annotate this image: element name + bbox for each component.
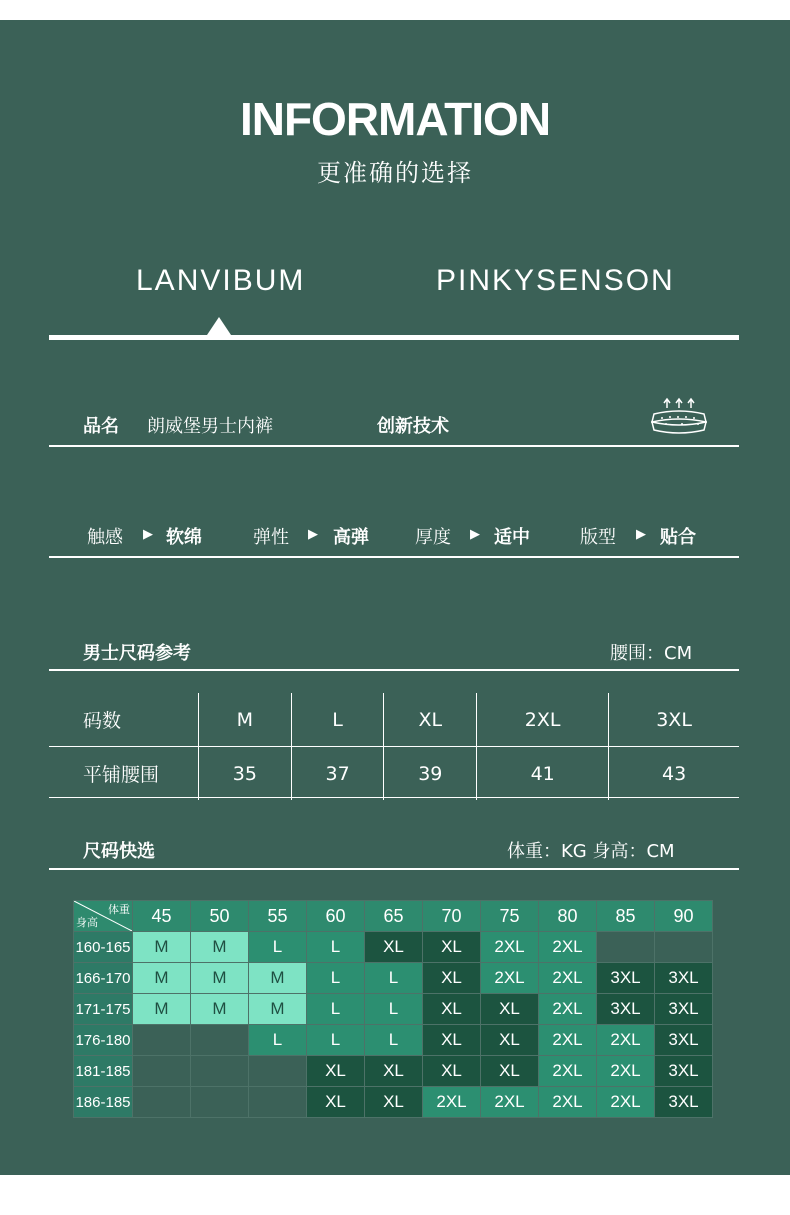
attr-fit-value: 贴合 — [660, 527, 696, 548]
table-cell: 39 — [384, 747, 477, 801]
attr-elastic-label: 弹性 — [253, 527, 289, 548]
brand-selector-indicator-icon — [207, 317, 231, 335]
quick-select-unit: 体重：KG 身高：CM — [507, 841, 675, 862]
table-cell: 码数 — [49, 693, 199, 747]
size-cell: M — [191, 932, 249, 963]
table-cell: 41 — [477, 747, 609, 801]
size-cell: XL — [365, 1087, 423, 1118]
table-row — [74, 994, 713, 1025]
table-cell: 37 — [291, 747, 384, 801]
size-quick-select-grid — [73, 900, 713, 1118]
triangle-right-icon: ▶ — [308, 527, 318, 542]
size-cell: 2XL — [597, 1056, 655, 1087]
size-cell: L — [249, 932, 307, 963]
brand-lanvibum[interactable]: LANVIBUM — [136, 264, 306, 297]
triangle-right-icon: ▶ — [636, 527, 646, 542]
table-row — [49, 693, 739, 747]
size-ref-unit: 腰围：CM — [610, 643, 693, 664]
table-cell: 35 — [199, 747, 292, 801]
weight-header: 50 — [191, 901, 249, 932]
size-cell: L — [307, 932, 365, 963]
table-row — [74, 932, 713, 963]
height-header: 186-185 — [74, 1087, 133, 1118]
size-cell — [133, 1056, 191, 1087]
size-cell: XL — [423, 1056, 481, 1087]
size-cell: M — [133, 963, 191, 994]
size-cell: 3XL — [597, 963, 655, 994]
size-table-bottom-line — [49, 797, 739, 798]
size-cell: 2XL — [481, 963, 539, 994]
size-cell: XL — [365, 932, 423, 963]
attr-touch-value: 软绵 — [166, 527, 202, 548]
size-cell: 3XL — [655, 1025, 713, 1056]
weight-header: 70 — [423, 901, 481, 932]
size-cell — [191, 1056, 249, 1087]
triangle-right-icon: ▶ — [143, 527, 153, 542]
size-cell: 2XL — [539, 963, 597, 994]
size-cell: 2XL — [539, 994, 597, 1025]
size-cell: L — [249, 1025, 307, 1056]
height-header: 160-165 — [74, 932, 133, 963]
size-cell — [655, 932, 713, 963]
size-cell: 2XL — [539, 1087, 597, 1118]
size-cell: M — [249, 963, 307, 994]
attr-thickness-value: 适中 — [494, 527, 530, 548]
size-cell: L — [365, 994, 423, 1025]
size-cell: M — [133, 932, 191, 963]
weight-header: 65 — [365, 901, 423, 932]
size-cell: L — [307, 994, 365, 1025]
table-cell: 平铺腰围 — [83, 764, 160, 786]
size-cell: 2XL — [539, 1025, 597, 1056]
table-cell: 43 — [609, 747, 739, 801]
height-header: 181-185 — [74, 1056, 133, 1087]
size-cell: 2XL — [539, 932, 597, 963]
table-cell: L — [291, 693, 384, 747]
weight-header: 60 — [307, 901, 365, 932]
size-cell: XL — [481, 1025, 539, 1056]
size-cell — [191, 1087, 249, 1118]
table-row — [74, 963, 713, 994]
size-cell: XL — [423, 994, 481, 1025]
size-cell: 3XL — [655, 1087, 713, 1118]
attributes-divider — [49, 556, 739, 558]
product-divider — [49, 445, 739, 447]
size-cell: XL — [365, 1056, 423, 1087]
attr-elastic-value: 高弹 — [333, 527, 369, 548]
size-cell — [133, 1025, 191, 1056]
size-cell: 3XL — [655, 994, 713, 1025]
size-cell — [249, 1056, 307, 1087]
size-cell: L — [365, 963, 423, 994]
height-header: 176-180 — [74, 1025, 133, 1056]
table-row — [74, 1056, 713, 1087]
weight-header: 90 — [655, 901, 713, 932]
size-cell: L — [307, 1025, 365, 1056]
size-cell: M — [133, 994, 191, 1025]
table-cell: 3XL — [609, 693, 739, 747]
breathable-fabric-icon — [648, 396, 710, 436]
product-name-value: 朗威堡男士内裤 — [147, 416, 273, 437]
size-cell: M — [249, 994, 307, 1025]
tech-label: 创新技术 — [377, 416, 449, 437]
weight-header: 45 — [133, 901, 191, 932]
weight-header: 80 — [539, 901, 597, 932]
quick-select-title: 尺码快选 — [83, 841, 155, 862]
table-row — [49, 747, 739, 801]
weight-header: 85 — [597, 901, 655, 932]
size-ref-divider — [49, 669, 739, 671]
size-cell — [249, 1087, 307, 1118]
size-cell: 2XL — [423, 1087, 481, 1118]
size-cell: L — [365, 1025, 423, 1056]
size-cell: M — [191, 994, 249, 1025]
grid-corner — [74, 901, 133, 932]
size-cell: XL — [423, 932, 481, 963]
size-cell — [191, 1025, 249, 1056]
table-row — [74, 901, 713, 932]
size-cell — [133, 1087, 191, 1118]
size-cell: XL — [423, 1025, 481, 1056]
size-cell: L — [307, 963, 365, 994]
table-cell: XL — [384, 693, 477, 747]
size-reference-table — [49, 693, 739, 800]
weight-header: 55 — [249, 901, 307, 932]
size-cell: 2XL — [539, 1056, 597, 1087]
size-cell: XL — [307, 1087, 365, 1118]
size-cell: 3XL — [655, 1056, 713, 1087]
corner-weight-label: 体重 — [108, 904, 130, 916]
size-cell: 2XL — [481, 932, 539, 963]
size-cell: 3XL — [597, 994, 655, 1025]
product-name-label: 品名 — [83, 416, 119, 437]
page-subtitle: 更准确的选择 — [317, 159, 473, 187]
size-cell: 3XL — [655, 963, 713, 994]
size-ref-title: 男士尺码参考 — [83, 643, 191, 664]
brand-pinkysenson[interactable]: PINKYSENSON — [436, 264, 675, 297]
size-cell: XL — [481, 994, 539, 1025]
size-cell: M — [191, 963, 249, 994]
table-row — [74, 1025, 713, 1056]
weight-header: 75 — [481, 901, 539, 932]
height-header: 166-170 — [74, 963, 133, 994]
size-cell: 2XL — [597, 1087, 655, 1118]
height-header: 171-175 — [74, 994, 133, 1025]
info-panel — [0, 20, 790, 1175]
attr-touch-label: 触感 — [87, 527, 123, 548]
size-cell: XL — [423, 963, 481, 994]
corner-height-label: 身高 — [76, 917, 98, 929]
brand-divider — [49, 335, 739, 340]
attr-thickness-label: 厚度 — [415, 527, 451, 548]
attr-fit-label: 版型 — [580, 527, 616, 548]
size-cell: 2XL — [481, 1087, 539, 1118]
quick-select-divider — [49, 868, 739, 870]
table-row — [74, 1087, 713, 1118]
size-cell — [597, 932, 655, 963]
size-cell: XL — [481, 1056, 539, 1087]
triangle-right-icon: ▶ — [470, 527, 480, 542]
size-cell: 2XL — [597, 1025, 655, 1056]
size-cell: XL — [307, 1056, 365, 1087]
page-title: INFORMATION — [239, 93, 551, 145]
table-cell: 2XL — [477, 693, 609, 747]
table-cell: M — [199, 693, 292, 747]
